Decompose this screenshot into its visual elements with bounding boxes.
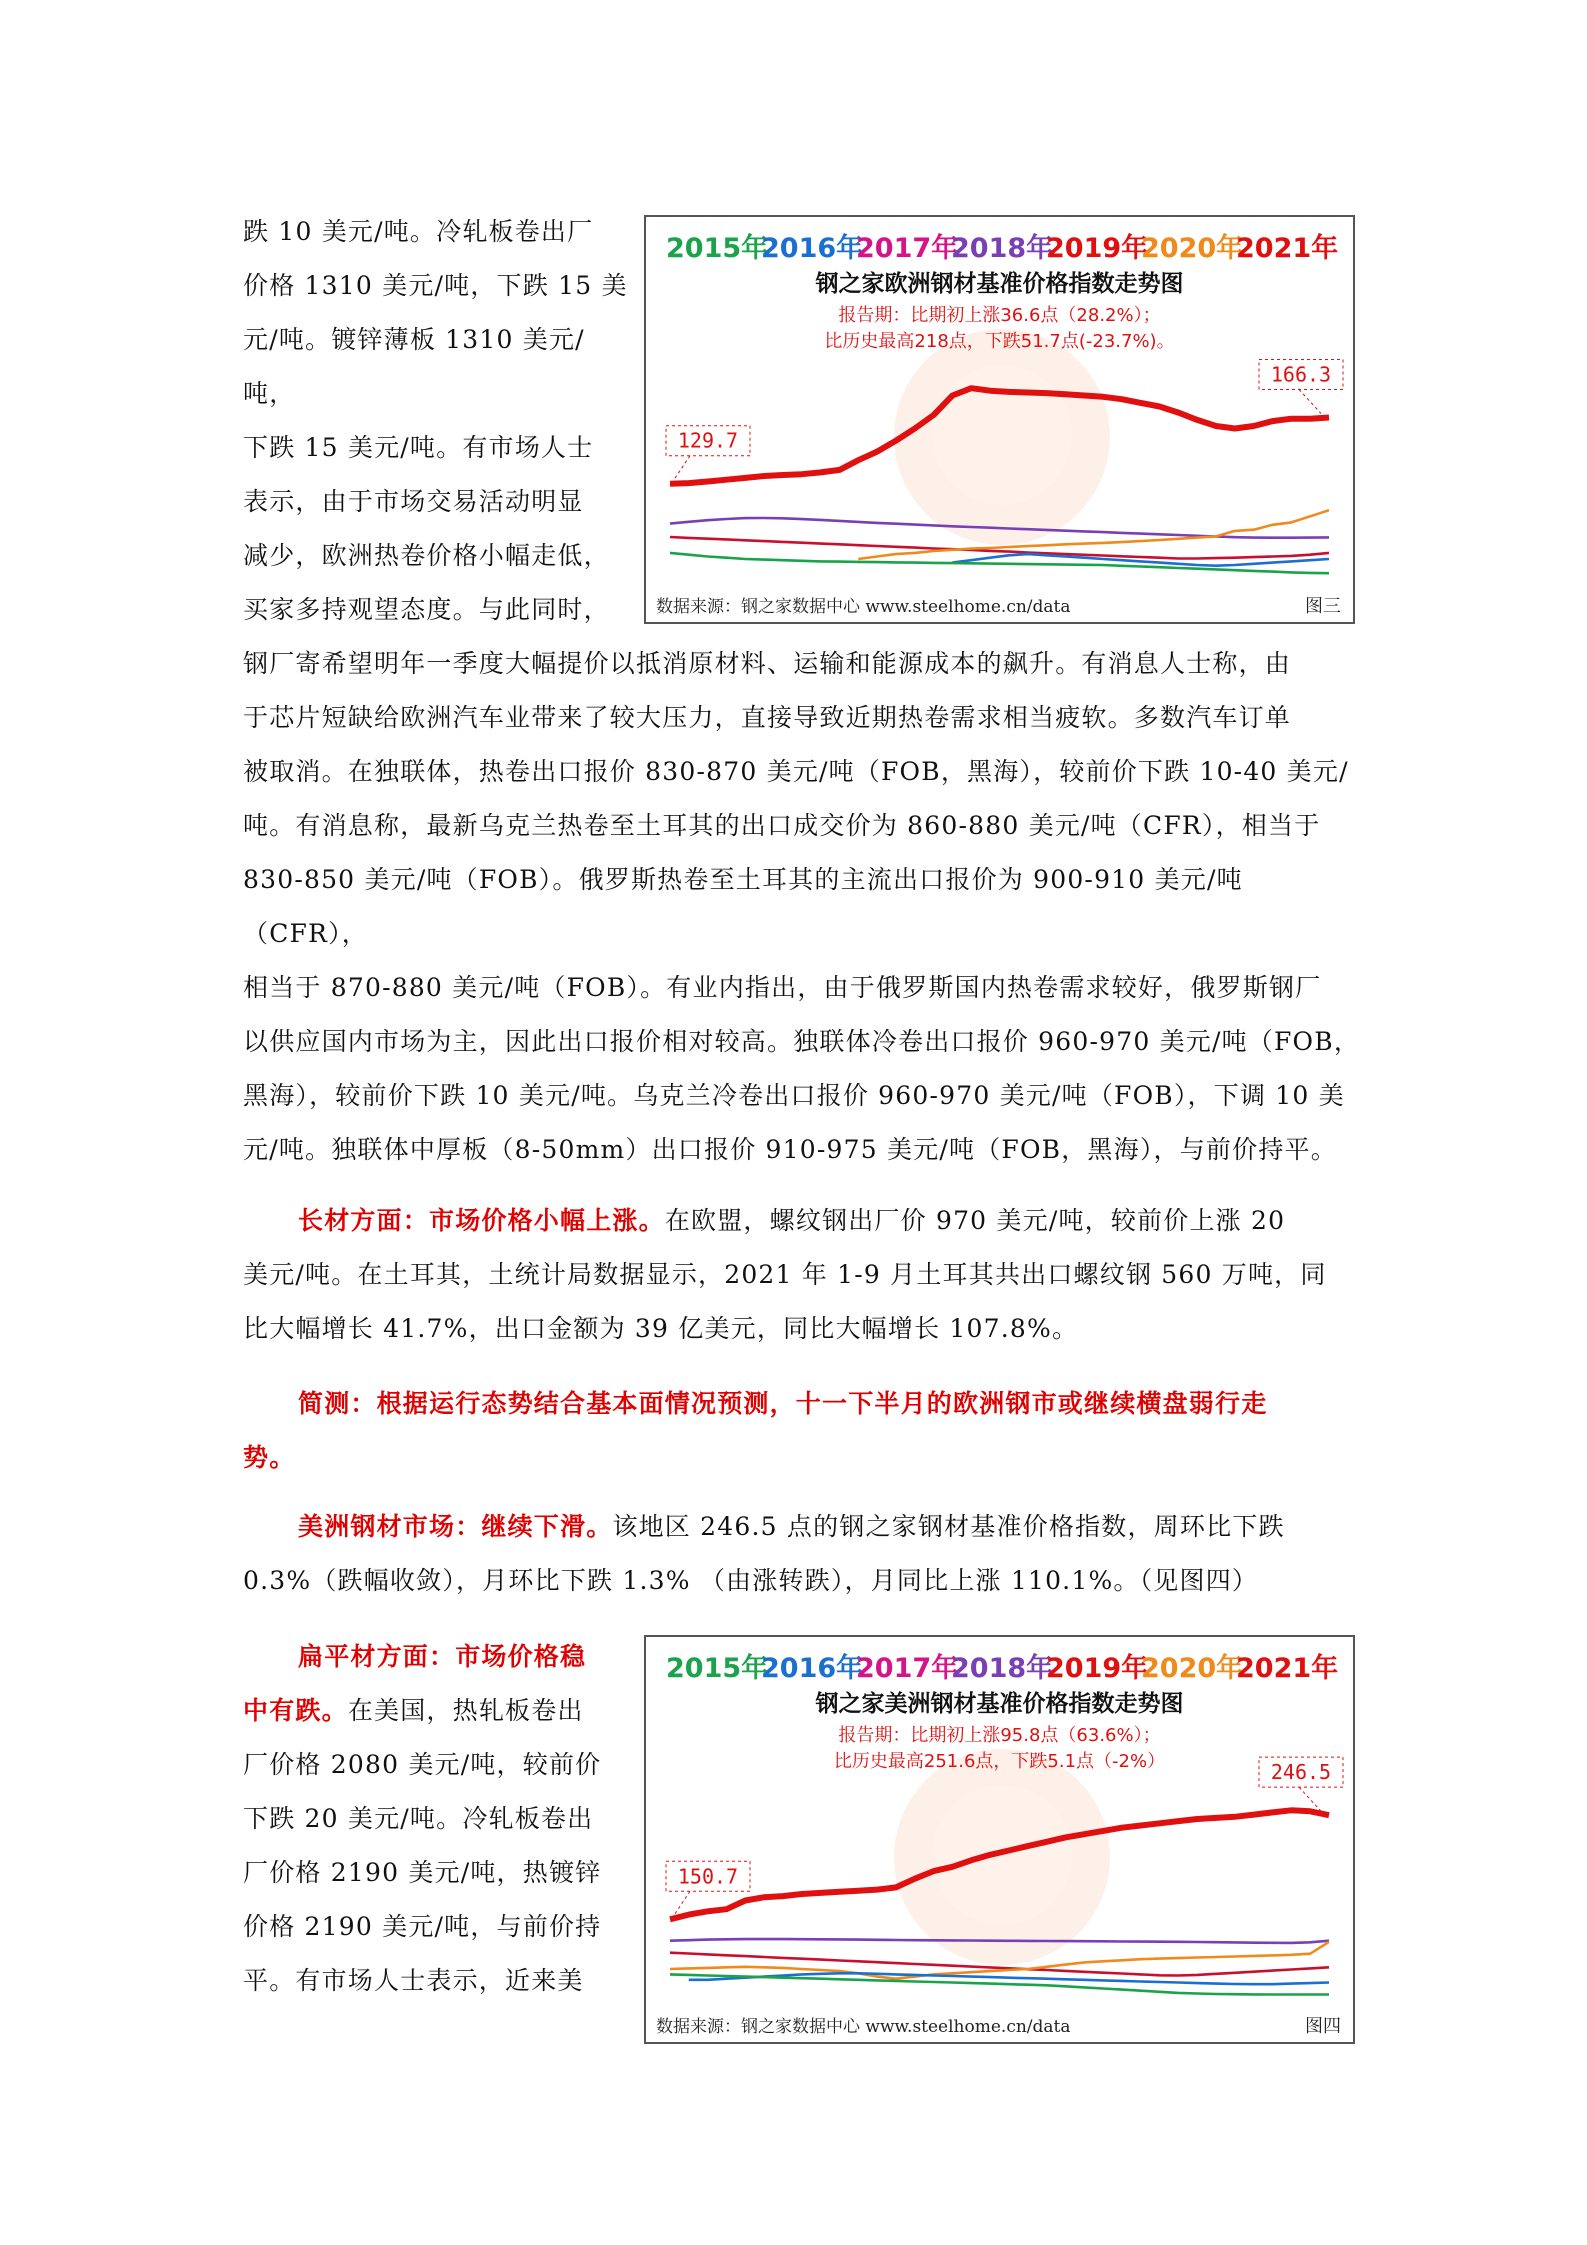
- europe-index-chart: [646, 217, 1353, 622]
- legend-year: 2015年: [666, 1653, 769, 1684]
- legend-year: 2018年: [951, 1653, 1054, 1684]
- text-line: 价格 2190 美元/吨，与前价持: [243, 1912, 602, 1941]
- text-line: [243, 1684, 628, 1738]
- legend-year: 2016年: [761, 1653, 864, 1684]
- chart-title: 钢之家美洲钢材基准价格指数走势图: [815, 1691, 1184, 1717]
- start-label-pointer: [674, 1891, 690, 1915]
- chart-subtitle-2: 比历史最高218点，下跌51.7点(-23.7%)。: [824, 331, 1175, 352]
- chart-subtitle-2: 比历史最高251.6点，下跌5.1点（-2%）: [833, 1751, 1166, 1772]
- text-line: 厂价格 2080 美元/吨，较前价: [243, 1750, 602, 1779]
- chart-title: 钢之家欧洲钢材基准价格指数走势图: [815, 271, 1184, 297]
- paragraph-america-flat: [243, 1630, 628, 2008]
- text-line: 减少，欧洲热卷价格小幅走低，: [243, 541, 610, 570]
- watermark-logo-inner: [932, 365, 1072, 505]
- paragraph-europe-flat-start: [243, 205, 628, 637]
- figure-4-america-chart: [644, 1635, 1355, 2044]
- paragraph-europe-flat-cont: [243, 637, 1363, 1177]
- text-line: 跌 10 美元/吨。冷轧板卷出厂: [243, 217, 594, 246]
- figure-label: 图四: [1305, 2016, 1341, 2037]
- end-label-pointer: [1299, 389, 1321, 413]
- legend-year: 2019年: [1046, 233, 1149, 264]
- text-line: 以供应国内市场为主，因此出口报价相对较高。独联体冷卷出口报价 960-970 美元/吨（FOB，: [243, 1027, 1361, 1056]
- text-line: 势。: [243, 1443, 296, 1472]
- end-label-pointer: [1299, 1787, 1321, 1811]
- legend-year: 2015年: [666, 233, 769, 264]
- paragraph-america: [243, 1500, 1363, 1608]
- end-label: 246.5: [1270, 1760, 1332, 1785]
- paragraph-long-products: [243, 1194, 1363, 1356]
- flat-heading-1: 扁平材方面：市场价格稳: [298, 1642, 587, 1671]
- legend-year: 2021年: [1236, 1653, 1339, 1684]
- text-segment: 在欧盟，螺纹钢出厂价 970 美元/吨，较前价上涨 20: [664, 1206, 1286, 1235]
- legend-year: 2017年: [856, 233, 959, 264]
- figure-label: 图三: [1305, 596, 1341, 617]
- text-line: 下跌 15 美元/吨。有市场人士: [243, 433, 594, 462]
- legend-year: 2020年: [1141, 1653, 1244, 1684]
- chart-source: 数据来源：钢之家数据中心 www.steelhome.cn/data: [656, 597, 1071, 617]
- text-line: [243, 1194, 1363, 1248]
- text-line: 表示，由于市场交易活动明显: [243, 487, 584, 516]
- series-line: [858, 510, 1329, 559]
- text-line: 830-850 美元/吨（FOB）。俄罗斯热卷至土耳其的主流出口报价为 900-910 美元/吨（CFR），: [243, 865, 1243, 948]
- text-line: 价格 1310 美元/吨，下跌 15 美: [243, 271, 628, 300]
- text-line: 被取消。在独联体，热卷出口报价 830-870 美元/吨（FOB，黑海），较前价下跌 10-40 美元/: [243, 757, 1349, 786]
- text-line: 黑海），较前价下跌 10 美元/吨。乌克兰冷卷出口报价 960-970 美元/吨（FOB），下调 10 美: [243, 1081, 1345, 1110]
- long-products-heading: 长材方面：市场价格小幅上涨。: [298, 1206, 665, 1235]
- legend-year: 2018年: [951, 233, 1054, 264]
- flat-heading-2: 中有跌。: [243, 1696, 348, 1725]
- text-line: 比大幅增长 41.7%，出口金额为 39 亿美元，同比大幅增长 107.8%。: [243, 1314, 1079, 1343]
- legend-years: [666, 1652, 1338, 1684]
- text-line: 平。有市场人士表示，近来美: [243, 1966, 584, 1995]
- text-line: 简测：根据运行态势结合基本面情况预测，十一下半月的欧洲钢市或继续横盘弱行走: [298, 1389, 1268, 1418]
- figure-3-europe-chart: [644, 215, 1355, 624]
- start-label: 150.7: [677, 1864, 739, 1889]
- text-line: 于芯片短缺给欧洲汽车业带来了较大压力，直接导致近期热卷需求相当疲软。多数汽车订单: [243, 703, 1292, 732]
- text-line: 相当于 870-880 美元/吨（FOB）。有业内指出，由于俄罗斯国内热卷需求较好，俄罗斯钢厂: [243, 973, 1322, 1002]
- legend-year: 2019年: [1046, 1653, 1149, 1684]
- chart-subtitle-1: 报告期：比期初上涨95.8点（63.6%）；: [838, 1725, 1161, 1746]
- text-line: 美元/吨。在土耳其，土统计局数据显示，2021 年 1-9 月土耳其共出口螺纹钢 560 万吨，同: [243, 1260, 1327, 1289]
- text-line: 元/吨。独联体中厚板（8-50mm）出口报价 910-975 美元/吨（FOB，黑海），与前价持平。: [243, 1135, 1337, 1164]
- start-label: 129.7: [677, 428, 739, 453]
- chart-source: 数据来源：钢之家数据中心 www.steelhome.cn/data: [656, 2017, 1071, 2037]
- text-line: 买家多持观望态度。与此同时，: [243, 595, 610, 624]
- legend-years: [666, 232, 1338, 264]
- text-segment: 在美国，热轧板卷出: [347, 1696, 584, 1725]
- text-line: [243, 1500, 1363, 1554]
- text-line: 下跌 20 美元/吨。冷轧板卷出: [243, 1804, 594, 1833]
- chart-subtitle-1: 报告期：比期初上涨36.6点（28.2%）；: [838, 305, 1161, 326]
- text-line: [243, 1630, 628, 1684]
- text-segment: 该地区 246.5 点的钢之家钢材基准价格指数，周环比下跌: [612, 1512, 1285, 1541]
- text-line: 钢厂寄希望明年一季度大幅提价以抵消原材料、运输和能源成本的飙升。有消息人士称，由: [243, 649, 1292, 678]
- america-heading: 美洲钢材市场：继续下滑。: [298, 1512, 613, 1541]
- start-label-pointer: [674, 456, 690, 480]
- text-line: 厂价格 2190 美元/吨，热镀锌: [243, 1858, 602, 1887]
- america-index-chart: [646, 1637, 1353, 2042]
- legend-year: 2016年: [761, 233, 864, 264]
- text-line: 吨。有消息称，最新乌克兰热卷至土耳其的出口成交价为 860-880 美元/吨（CFR），相当于: [243, 811, 1321, 840]
- end-label: 166.3: [1270, 362, 1332, 387]
- legend-year: 2020年: [1141, 233, 1244, 264]
- legend-year: 2021年: [1236, 233, 1339, 264]
- legend-year: 2017年: [856, 1653, 959, 1684]
- paragraph-forecast: [243, 1377, 1363, 1485]
- text-line: 0.3%（跌幅收敛），月环比下跌 1.3% （由涨转跌），月同比上涨 110.1%。（见图四）: [243, 1566, 1259, 1595]
- text-line: 元/吨。镀锌薄板 1310 美元/吨，: [243, 325, 585, 408]
